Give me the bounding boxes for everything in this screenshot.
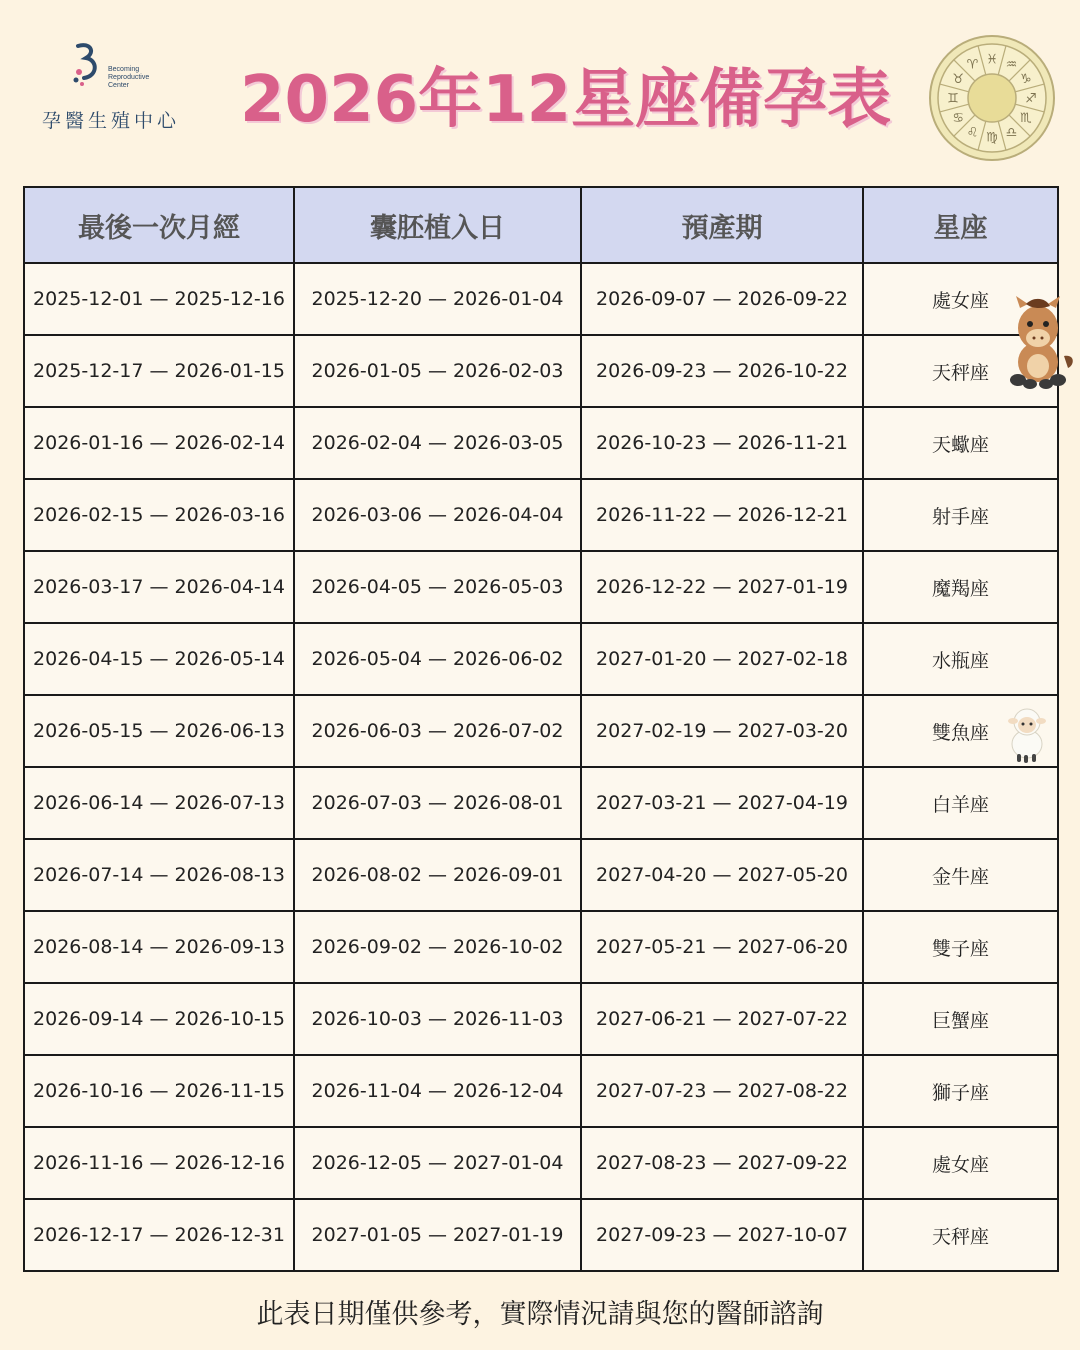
fertility-schedule-table xyxy=(23,186,1059,1272)
due-date-cell: 2027-02-19 — 2027-03-20 xyxy=(581,695,863,767)
last-period-cell: 2026-04-15 — 2026-05-14 xyxy=(24,623,294,695)
page-title: 2026年12星座備孕表 xyxy=(240,63,892,137)
due-date-cell: 2027-06-21 — 2027-07-22 xyxy=(581,983,863,1055)
last-period-cell: 2026-10-16 — 2026-11-15 xyxy=(24,1055,294,1127)
due-date-cell: 2027-08-23 — 2027-09-22 xyxy=(581,1127,863,1199)
clinic-logo xyxy=(40,42,200,132)
transfer-date-cell: 2026-02-04 — 2026-03-05 xyxy=(294,407,581,479)
zodiac-sign-cell: 天秤座 xyxy=(863,335,1058,407)
table-row xyxy=(24,911,1058,983)
table-row xyxy=(24,1055,1058,1127)
table-row xyxy=(24,623,1058,695)
due-date-cell: 2027-03-21 — 2027-04-19 xyxy=(581,767,863,839)
due-date-cell: 2026-10-23 — 2026-11-21 xyxy=(581,407,863,479)
transfer-date-cell: 2026-03-06 — 2026-04-04 xyxy=(294,479,581,551)
zodiac-glyph-icon: ♊ xyxy=(947,91,959,107)
zodiac-sign-cell: 天蠍座 xyxy=(863,407,1058,479)
transfer-date-cell: 2026-05-04 — 2026-06-02 xyxy=(294,623,581,695)
last-period-cell: 2026-09-14 — 2026-10-15 xyxy=(24,983,294,1055)
last-period-cell: 2026-12-17 — 2026-12-31 xyxy=(24,1199,294,1271)
transfer-date-cell: 2026-09-02 — 2026-10-02 xyxy=(294,911,581,983)
zodiac-glyph-icon: ♑ xyxy=(1019,72,1032,87)
zodiac-glyph-icon: ♓ xyxy=(986,52,998,68)
table-row xyxy=(24,1199,1058,1271)
sheep-mascot-icon xyxy=(1004,706,1050,764)
last-period-cell: 2026-05-15 — 2026-06-13 xyxy=(24,695,294,767)
header-last-period: 最後一次月經 xyxy=(24,187,294,263)
table-row xyxy=(24,263,1058,335)
due-date-cell: 2027-01-20 — 2027-02-18 xyxy=(581,623,863,695)
last-period-cell: 2026-01-16 — 2026-02-14 xyxy=(24,407,294,479)
transfer-date-cell: 2026-10-03 — 2026-11-03 xyxy=(294,983,581,1055)
zodiac-glyph-icon: ♒ xyxy=(1005,57,1018,73)
last-period-cell: 2025-12-01 — 2025-12-16 xyxy=(24,263,294,335)
disclaimer-note: 此表日期僅供參考，實際情況請與您的醫師諮詢 xyxy=(256,1299,824,1330)
logo-mark-icon xyxy=(68,42,104,92)
zodiac-sign-cell: 處女座 xyxy=(863,263,1058,335)
zodiac-sign-cell: 射手座 xyxy=(863,479,1058,551)
due-date-cell: 2027-04-20 — 2027-05-20 xyxy=(581,839,863,911)
zodiac-glyph-icon: ♋ xyxy=(952,111,965,126)
zodiac-glyph-icon: ♐ xyxy=(1025,91,1037,107)
due-date-cell: 2027-05-21 — 2027-06-20 xyxy=(581,911,863,983)
table-row xyxy=(24,551,1058,623)
due-date-cell: 2026-09-07 — 2026-09-22 xyxy=(581,263,863,335)
zodiac-sign-cell: 天秤座 xyxy=(863,1199,1058,1271)
due-date-cell: 2026-12-22 — 2027-01-19 xyxy=(581,551,863,623)
table-row xyxy=(24,695,1058,767)
zodiac-sign-cell: 水瓶座 xyxy=(863,623,1058,695)
table-header-row xyxy=(24,187,1058,263)
header-zodiac-sign: 星座 xyxy=(863,187,1058,263)
transfer-date-cell: 2025-12-20 — 2026-01-04 xyxy=(294,263,581,335)
last-period-cell: 2026-02-15 — 2026-03-16 xyxy=(24,479,294,551)
due-date-cell: 2026-09-23 — 2026-10-22 xyxy=(581,335,863,407)
zodiac-glyph-icon: ♈ xyxy=(966,57,979,73)
due-date-cell: 2027-07-23 — 2027-08-22 xyxy=(581,1055,863,1127)
zodiac-glyph-icon: ♎ xyxy=(1005,125,1018,141)
table-row xyxy=(24,335,1058,407)
zodiac-sign-cell: 白羊座 xyxy=(863,767,1058,839)
header-transfer-date: 囊胚植入日 xyxy=(294,187,581,263)
zodiac-sign-cell: 處女座 xyxy=(863,1127,1058,1199)
last-period-cell: 2026-08-14 — 2026-09-13 xyxy=(24,911,294,983)
transfer-date-cell: 2026-08-02 — 2026-09-01 xyxy=(294,839,581,911)
transfer-date-cell: 2026-12-05 — 2027-01-04 xyxy=(294,1127,581,1199)
zodiac-sign-cell: 獅子座 xyxy=(863,1055,1058,1127)
zodiac-glyph-icon: ♍ xyxy=(986,130,998,146)
last-period-cell: 2025-12-17 — 2026-01-15 xyxy=(24,335,294,407)
table-row xyxy=(24,479,1058,551)
table-row xyxy=(24,1127,1058,1199)
last-period-cell: 2026-06-14 — 2026-07-13 xyxy=(24,767,294,839)
last-period-cell: 2026-03-17 — 2026-04-14 xyxy=(24,551,294,623)
due-date-cell: 2027-09-23 — 2027-10-07 xyxy=(581,1199,863,1271)
transfer-date-cell: 2027-01-05 — 2027-01-19 xyxy=(294,1199,581,1271)
zodiac-sign-cell: 魔羯座 xyxy=(863,551,1058,623)
zodiac-sign-cell: 雙子座 xyxy=(863,911,1058,983)
logo-chinese-name: 孕醫生殖中心 xyxy=(42,110,181,132)
transfer-date-cell: 2026-11-04 — 2026-12-04 xyxy=(294,1055,581,1127)
zodiac-glyph-icon: ♉ xyxy=(952,72,965,87)
due-date-cell: 2026-11-22 — 2026-12-21 xyxy=(581,479,863,551)
header-due-date: 預產期 xyxy=(581,187,863,263)
table-row xyxy=(24,983,1058,1055)
transfer-date-cell: 2026-04-05 — 2026-05-03 xyxy=(294,551,581,623)
transfer-date-cell: 2026-07-03 — 2026-08-01 xyxy=(294,767,581,839)
horse-mascot-icon xyxy=(1004,296,1076,390)
zodiac-wheel-icon xyxy=(928,34,1056,162)
table-row xyxy=(24,839,1058,911)
table-row xyxy=(24,767,1058,839)
zodiac-glyph-icon: ♌ xyxy=(966,125,979,141)
zodiac-sign-cell: 巨蟹座 xyxy=(863,983,1058,1055)
zodiac-glyph-icon: ♏ xyxy=(1019,111,1032,126)
transfer-date-cell: 2026-01-05 — 2026-02-03 xyxy=(294,335,581,407)
zodiac-sign-cell: 金牛座 xyxy=(863,839,1058,911)
table-row xyxy=(24,407,1058,479)
logo-english-name: Becoming Reproductive Center xyxy=(108,66,150,89)
last-period-cell: 2026-11-16 — 2026-12-16 xyxy=(24,1127,294,1199)
transfer-date-cell: 2026-06-03 — 2026-07-02 xyxy=(294,695,581,767)
zodiac-sign-cell: 雙魚座 xyxy=(863,695,1058,767)
last-period-cell: 2026-07-14 — 2026-08-13 xyxy=(24,839,294,911)
